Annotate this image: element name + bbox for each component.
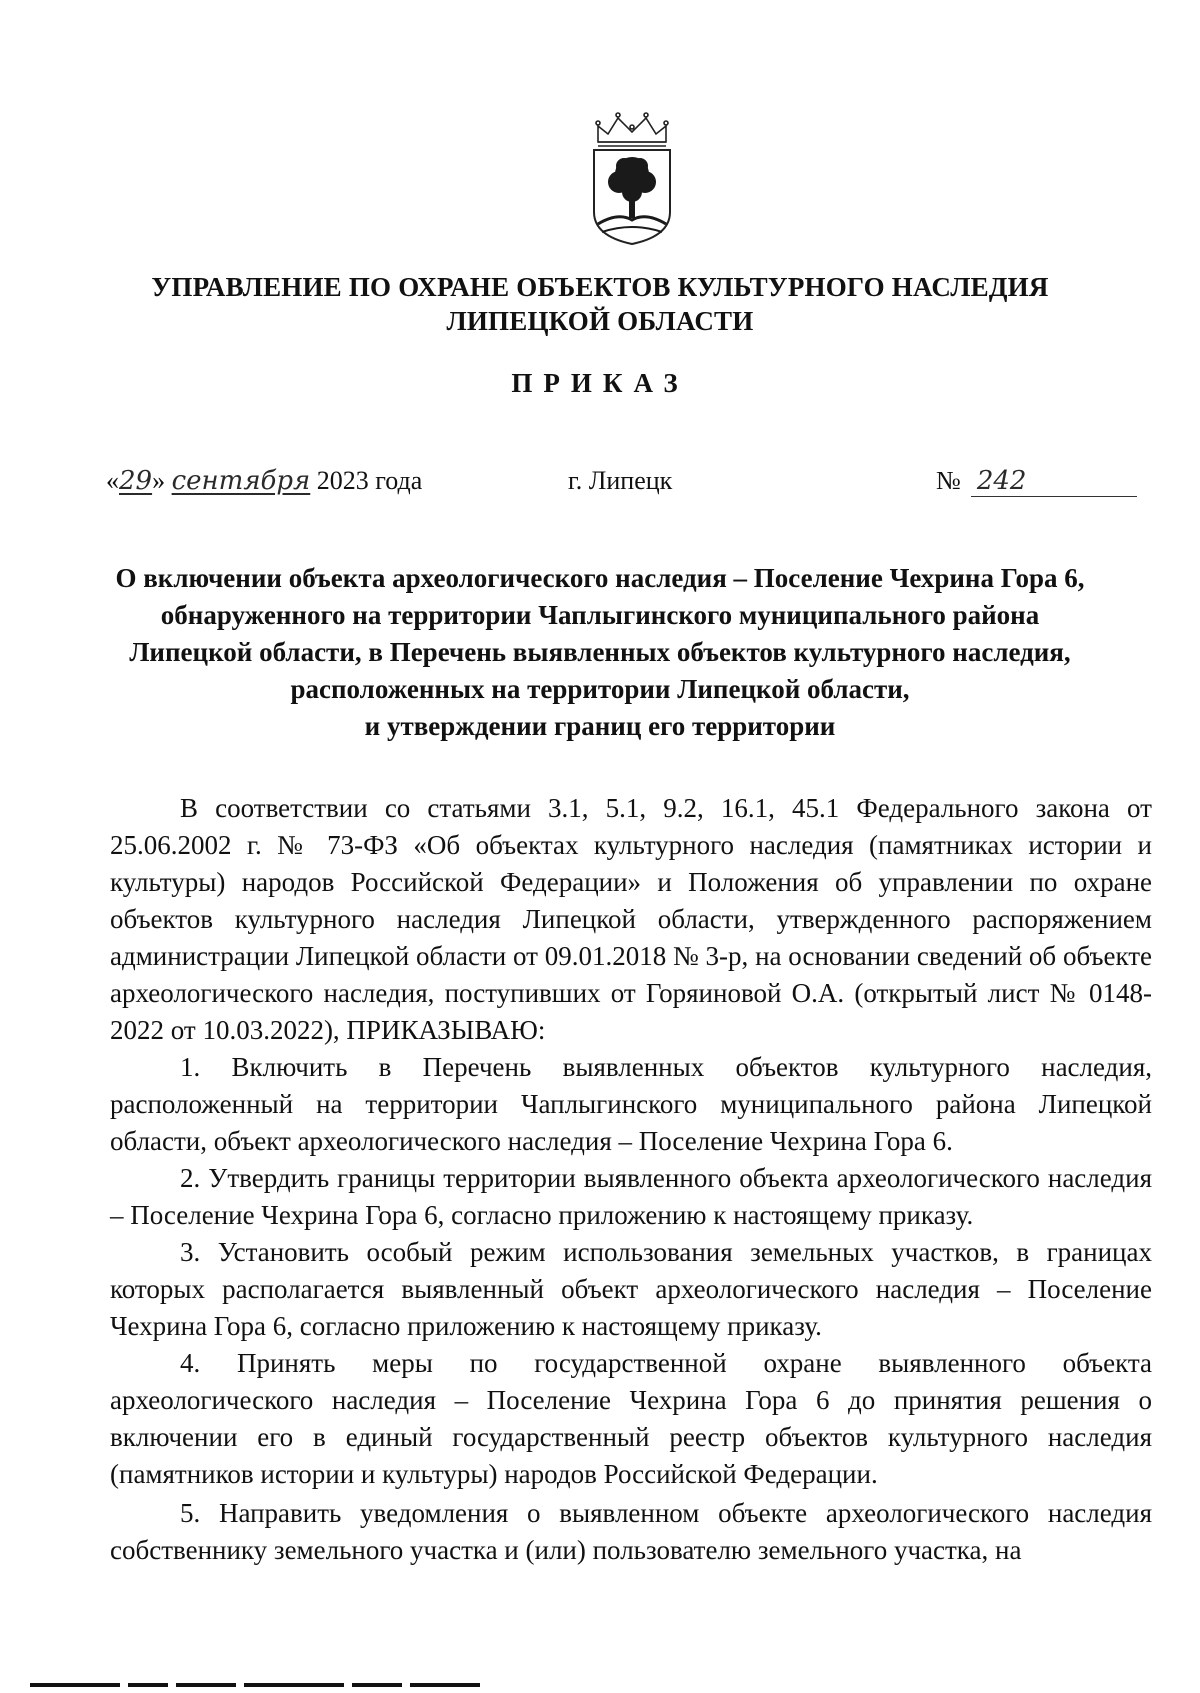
order-item-1: 1. Включить в Перечень выявленных объектов культурного наследия, расположенный на территории Чаплыгинского муниципального района Липецкой области, объект археологического наследия – Поселение Чехрина Гора 6. <box>110 1052 1152 1156</box>
title-line-5: и утверждении границ его территории <box>364 711 836 741</box>
header-line-2: ЛИПЕЦКОЙ ОБЛАСТИ <box>446 306 754 336</box>
document-date <box>106 466 422 496</box>
date-year: 2023 года <box>316 466 423 495</box>
order-item-4: 4. Принять меры по государственной охране выявленного объекта археологического наследия – Поселение Чехрина Гора 6 до принятия решения о включении его в единый государственный реестр объектов культурного наследия (памятников истории и культуры) народов Российской Федерации. <box>110 1348 1152 1489</box>
date-month: сентября <box>171 466 311 496</box>
document-city: г. Липецк <box>568 466 673 495</box>
header-line-1: УПРАВЛЕНИЕ ПО ОХРАНЕ ОБЪЕКТОВ КУЛЬТУРНОГО НАСЛЕДИЯ <box>151 272 1049 302</box>
document-number <box>936 466 1137 497</box>
date-day: 29 <box>119 466 153 496</box>
order-item-5: 5. Направить уведомления о выявленном объекте археологического наследия собственнику земельного участка и (или) пользователю земельного участка, на <box>110 1498 1152 1565</box>
number-label: № <box>936 466 961 495</box>
order-item-3: 3. Установить особый режим использования земельных участков, в границах которых располагается выявленный объект археологического наследия – Поселение Чехрина Гора 6, согласно приложению к настоящему приказу. <box>110 1237 1152 1341</box>
document-title <box>100 560 1100 745</box>
coat-of-arms-emblem <box>588 108 676 246</box>
title-line-1: О включении объекта археологического наследия – Поселение Чехрина Гора 6, <box>115 563 1085 593</box>
title-line-2: обнаруженного на территории Чаплыгинского муниципального района <box>160 600 1040 630</box>
title-line-4: расположенных на территории Липецкой области, <box>290 674 910 704</box>
preamble-paragraph: В соответствии со статьями 3.1, 5.1, 9.2, 16.1, 45.1 Федерального закона от 25.06.2002 г. № 73-ФЗ «Об объектах культурного наследия (памятниках истории и культуры) народов Российской Федерации» и Положения об управлении по охране объектов культурного наследия Липецкой области, утвержденного распоряжением администрации Липецкой области от 09.01.2018 № 3-р, на основании сведений об объекте археологического наследия, поступивших от Горяиновой О.А. (открытый лист № 0148-2022 от 10.03.2022), ПРИКАЗЫВАЮ: <box>110 793 1152 1045</box>
date-close-quote: » <box>152 466 166 495</box>
scan-edge-artifact <box>30 1683 1180 1689</box>
date-place-number-line <box>106 462 1166 508</box>
title-line-3: Липецкой области, в Перечень выявленных объектов культурного наследия, <box>129 637 1071 667</box>
date-open-quote: « <box>106 466 119 495</box>
order-item-2: 2. Утвердить границы территории выявленного объекта археологического наследия – Поселение Чехрина Гора 6, согласно приложению к настоящему приказу. <box>110 1163 1152 1230</box>
issuing-authority-header <box>100 270 1100 338</box>
number-value: 242 <box>976 466 1027 496</box>
document-type-label: ПРИКАЗ <box>511 368 689 398</box>
document-body <box>110 790 1152 1569</box>
